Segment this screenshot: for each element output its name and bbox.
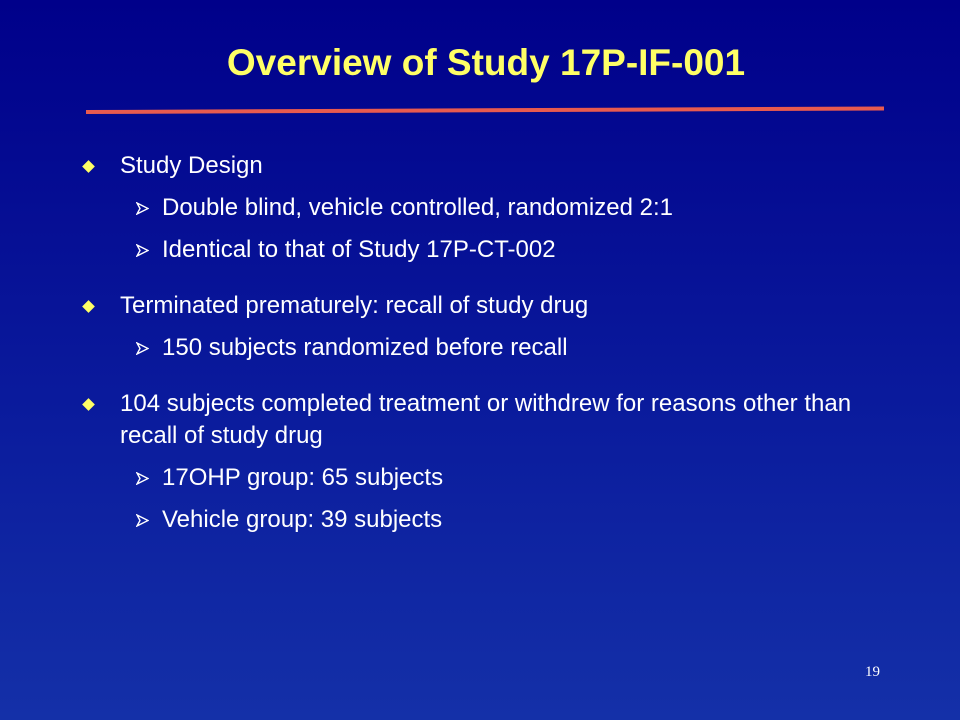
bullet-text: Study Design (120, 152, 263, 179)
sub-bullet-text: Identical to that of Study 17P-CT-002 (162, 236, 556, 263)
diamond-icon (82, 300, 95, 313)
sub-bullet-item (80, 462, 870, 494)
diamond-icon (82, 160, 95, 173)
sub-bullet-text: Double blind, vehicle controlled, randomized 2:1 (162, 194, 673, 221)
bullet-item (80, 150, 870, 182)
bullet-item (80, 388, 870, 452)
bullet-text: 104 subjects completed treatment or withdrew for reasons other than recall of study drug (120, 390, 852, 449)
sub-bullet-item (80, 234, 870, 266)
sub-bullet-item (80, 332, 870, 364)
arrowhead-icon (136, 472, 149, 485)
page-number: 19 (865, 664, 880, 680)
arrowhead-icon (136, 342, 149, 355)
bullet-item (80, 290, 870, 322)
arrowhead-icon (136, 202, 149, 215)
arrowhead-icon (136, 244, 149, 257)
bullet-text: Terminated prematurely: recall of study drug (120, 292, 589, 319)
sub-bullet-item (80, 504, 870, 536)
arrowhead-icon (136, 514, 149, 527)
diamond-icon (82, 398, 95, 411)
sub-bullet-text: Vehicle group: 39 subjects (162, 506, 443, 533)
slide-content (80, 140, 870, 536)
title-underline (86, 107, 884, 114)
sub-bullet-text: 17OHP group: 65 subjects (162, 464, 444, 491)
sub-bullet-text: 150 subjects randomized before recall (162, 334, 568, 361)
slide-title: Overview of Study 17P-IF-001 (226, 42, 746, 83)
sub-bullet-item (80, 192, 870, 224)
